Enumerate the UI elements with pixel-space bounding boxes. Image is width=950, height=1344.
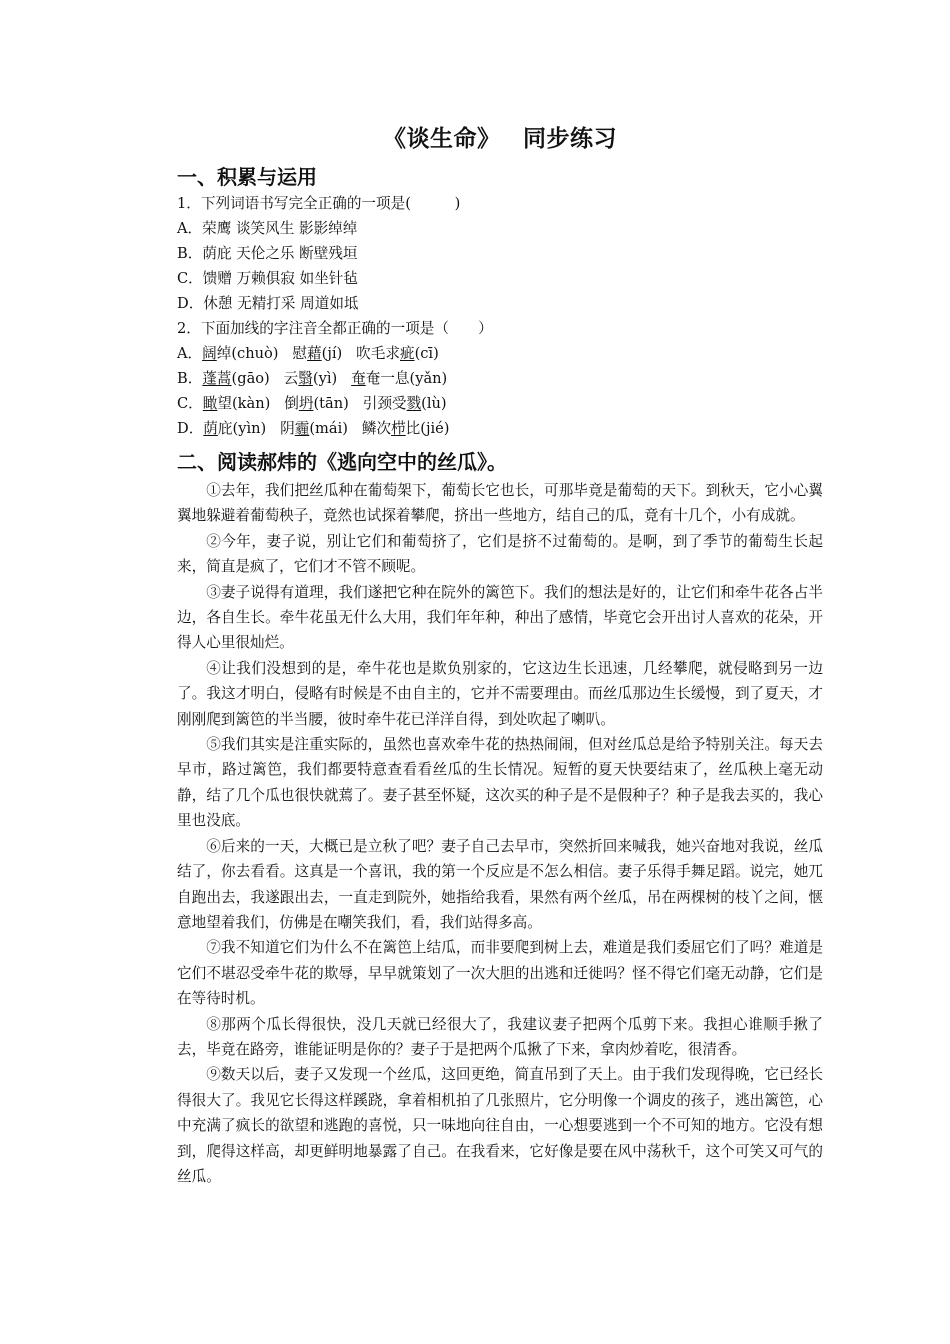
article-paragraph: ⑤我们其实是注重实际的，虽然也喜欢牵牛花的热热闹闹，但对丝瓜总是给予特别关注。每天去早市，路过篱笆，我们都要特意查看看丝瓜的生长情况。短暂的夏天快要结束了，丝瓜秧上毫无动静，结了几个瓜也很快就蔫了。妻子甚至怀疑，这次买的种子是不是假种子？种子是我去买的，我心里也没底。 [177,736,823,830]
question-1-option-d: D．休憩 无精打采 周道如坻 [177,295,359,312]
question-1-option-a: A．荣鹰 谈笑风生 影影绰绰 [177,220,358,237]
question-1-option-c: C．馈赠 万赖俱寂 如坐针毡 [177,270,358,287]
section-heading-accumulation: 一、积累与运用 [177,165,317,189]
question-2-option-d: D．荫庇(yìn) 阴霾(mái) 鳞次栉比(jié) [177,420,450,437]
article-paragraph: ①去年，我们把丝瓜种在葡萄架下，葡萄长它也长，可那毕竟是葡萄的天下。到秋天，它小心翼翼地躲避着葡萄秧子，竟然也试探着攀爬，挤出一些地方，结自己的瓜，竟有十几个，小有成就。 [177,482,823,525]
article-paragraph: ②今年，妻子说，别让它们和葡萄挤了，它们是挤不过葡萄的。是啊，到了季节的葡萄生长起来，简直是疯了，它们才不管不顾呢。 [177,532,823,576]
article-paragraph: ⑨数天以后，妻子又发现一个丝瓜，这回更绝，简直吊到了天上。由于我们发现得晚，它已经长得很大了。我见它长得这样蹊跷，拿着相机拍了几张照片，它分明像一个调皮的孩子，逃出篱笆，心中充满了疯长的欲望和逃跑的喜悦，只一味地向往自由，一心想要逃到一个不可知的地方。它没有想到，爬得这样高，却更鲜明地暴露了自己。在我看来，它好像是要在风中荡秋千，这个可笑又可气的丝瓜。 [177,1066,823,1185]
article-paragraph: ⑦我不知道它们为什么不在篱笆上结瓜，而非要爬到树上去，难道是我们委屈它们了吗？难道是它们不堪忍受牵牛花的欺辱，早早就策划了一次大胆的出逃和迁徙吗？怪不得它们毫无动静，它们是在等待时机。 [177,939,823,1008]
article-paragraph: ③妻子说得有道理，我们遂把它种在院外的篱笆下。我们的想法是好的，让它们和牵牛花各占半边，各自生长。牵牛花虽无什么大用，我们年年种，种出了感情，毕竟它会开出讨人喜欢的花朵，开得人心里很灿烂。 [177,583,823,652]
question-2-option-a: A．阔绰(chuò) 慰藉(jí) 吹毛求疵(cī) [177,345,439,362]
question-1-option-b: B．荫庇 天伦之乐 断壁残垣 [177,245,358,262]
article-paragraph: ⑥后来的一天，大概已是立秋了吧？妻子自己去早市，突然折回来喊我，她兴奋地对我说，丝瓜结了，你去看看。这真是一个喜讯，我的第一个反应是不怎么相信。妻子乐得手舞足蹈。说完，她兀自跑出去，我遂跟出去，一直走到院外，她指给我看，果然有两个丝瓜，吊在两棵树的枝丫之间，惬意地望着我们，仿佛是在嘲笑我们，看，我们站得多高。 [177,837,823,931]
article-paragraph: ⑧那两个瓜长得很快，没几天就已经很大了，我建议妻子把两个瓜剪下来。我担心谁顺手揪了去，毕竟在路旁，谁能证明是你的？妻子于是把两个瓜揪了下来，拿肉炒着吃，很清香。 [177,1015,823,1058]
question-2-option-c: C．瞰望(kàn) 倒坍(tān) 引颈受戮(lù) [177,395,447,412]
document-title: 《谈生命》 同步练习 [382,126,617,152]
section-heading-reading: 二、阅读郝炜的《逃向空中的丝瓜》。 [177,450,507,474]
article-paragraph: ④让我们没想到的是，牵牛花也是欺负别家的，它这边生长迅速，几经攀爬，就侵略到另一边了。我这才明白，侵略有时候是不由自主的，它并不需要理由。而丝瓜那边生长缓慢，到了夏天，才刚刚爬到篱笆的半当腰，彼时牵牛花已洋洋自得，到处吹起了喇叭。 [177,659,823,728]
question-2-option-b: B．蓬蒿(gāo) 云翳(yì) 奄奄一息(yǎn) [177,370,448,387]
question-2-stem: 2．下面加线的字注音全都正确的一项是（ ） [177,320,493,337]
question-1-stem: 1．下列词语书写完全正确的一项是( ) [177,195,461,212]
reading-article [177,478,823,1189]
